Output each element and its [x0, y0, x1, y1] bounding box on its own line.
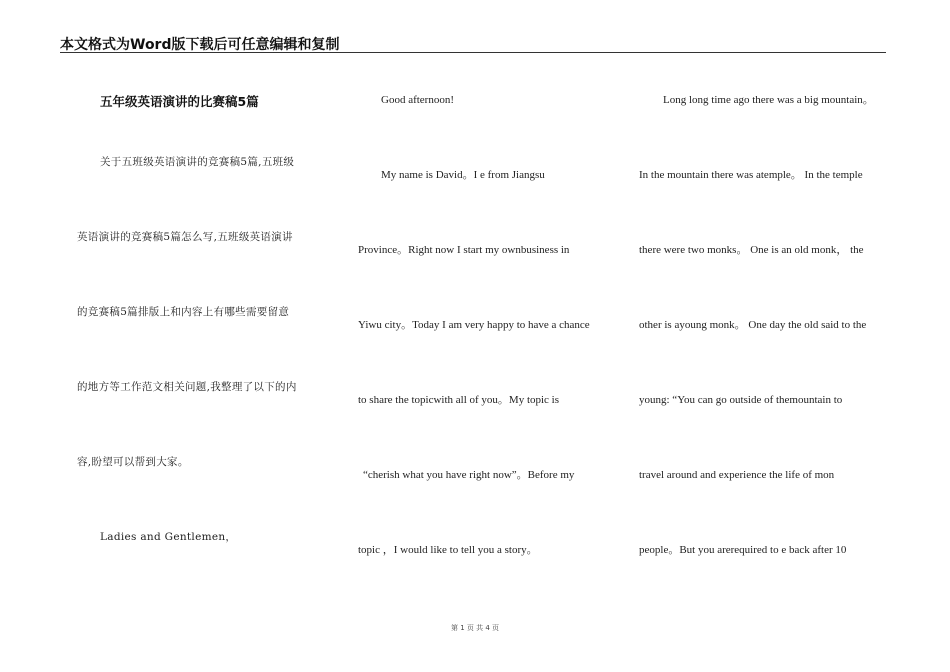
page-indicator: 第 1 页 共 4 页	[450, 624, 500, 632]
column2-line: Good afternoon!	[381, 94, 455, 106]
header-title: 本文格式为Word版下载后可任意编辑和复制	[60, 37, 340, 53]
column2-line: to share the topicwith all of you。My topic is	[358, 394, 560, 406]
column1-line: 容,盼望可以帮到大家。	[77, 456, 189, 468]
column3-line: In the mountain there was atemple。 In the temple	[639, 169, 863, 181]
column3-line: travel around and experience the life of mon	[639, 469, 835, 481]
column3-line: people。But you arerequired to e back after 10	[639, 544, 847, 556]
column1-line: 的地方等工作范文相关问题,我整理了以下的内	[77, 381, 297, 393]
column2-line: “cherish what you have right now”。Before my	[363, 469, 575, 481]
column3-line: there were two monks。 One is an old monk， the	[639, 244, 864, 256]
header-divider	[60, 52, 886, 53]
column3-line: Long long time ago there was a big mountain。	[663, 94, 874, 106]
column2-line: Yiwu city。Today I am very happy to have a chance	[358, 319, 590, 331]
column2-line: My name is David。I e from Jiangsu	[381, 169, 545, 181]
document-title: 五年级英语演讲的比赛稿5篇	[100, 94, 259, 109]
column1-line: 英语演讲的竞赛稿5篇怎么写,五班级英语演讲	[77, 231, 293, 243]
column1-line: Ladies and Gentlemen，	[100, 531, 237, 543]
column3-line: other is ayoung monk。 One day the old said to the	[639, 319, 867, 331]
column2-line: topic ，I would like to tell you a story。	[358, 544, 538, 556]
column3-line: young: “You can go outside of themountain to	[639, 394, 843, 406]
column2-line: Province。Right now I start my ownbusiness in	[358, 244, 570, 256]
column1-line: 的竞赛稿5篇排版上和内容上有哪些需要留意	[77, 306, 290, 318]
column1-line: 关于五班级英语演讲的竞赛稿5篇,五班级	[100, 156, 295, 168]
